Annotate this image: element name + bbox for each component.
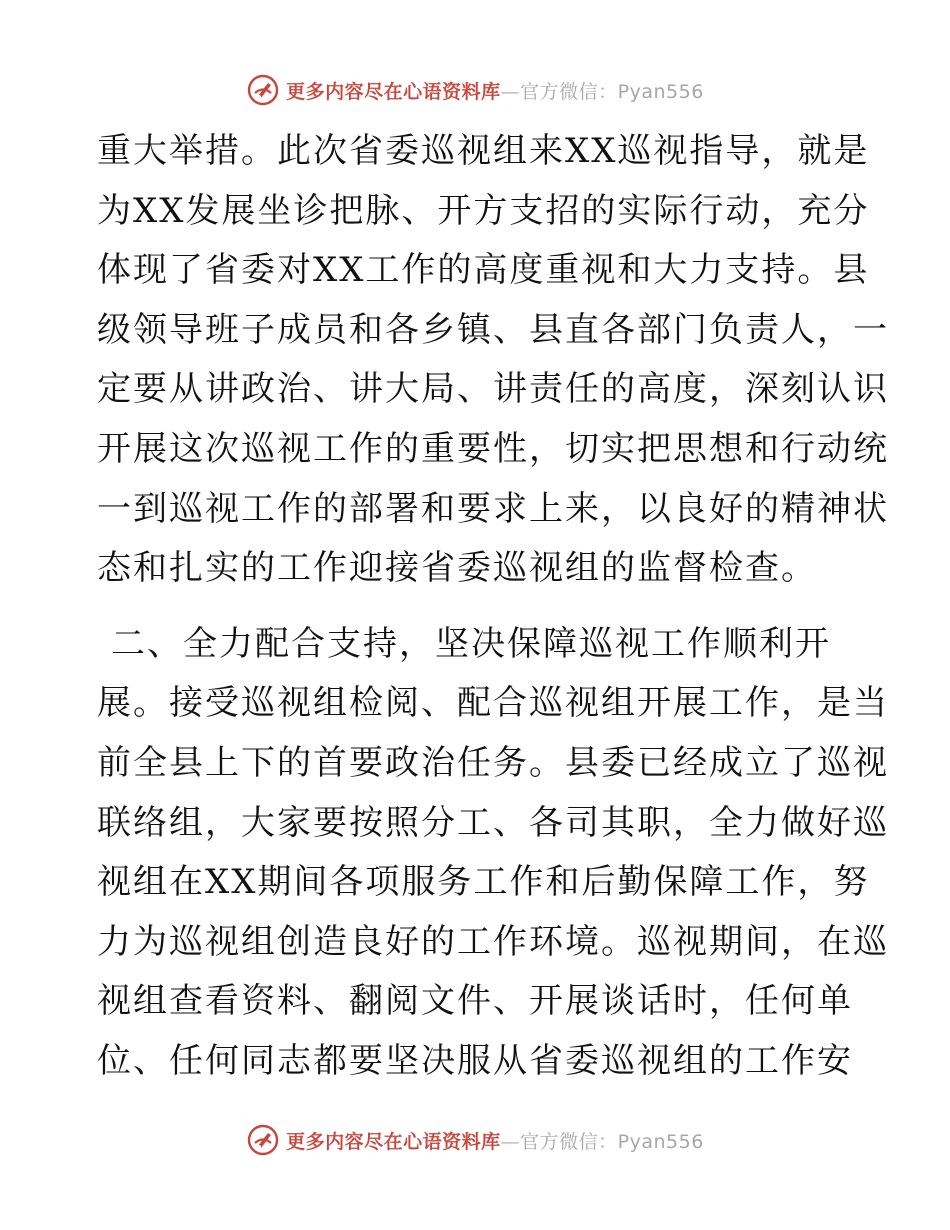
paragraph-1	[97, 122, 889, 599]
text-line: 一到巡视工作的部署和要求上来，以良好的精神状	[97, 488, 889, 529]
footer-library-text: 更多内容尽在心语资料库	[286, 1130, 501, 1153]
header-banner-text	[286, 77, 704, 104]
document-body	[97, 122, 889, 1092]
text-line: 视组查看资料、翻阅文件、开展谈话时，任何单	[97, 981, 853, 1022]
header-banner	[0, 70, 950, 110]
header-wechat-text: 官方微信：Pyan556	[520, 80, 704, 103]
text-line: 联络组，大家要按照分工、各司其职，全力做好巡	[97, 802, 889, 843]
text-line: 前全县上下的首要政治任务。县委已经成立了巡视	[97, 742, 889, 783]
footer-banner-inner	[246, 1123, 704, 1157]
footer-banner-text	[286, 1127, 704, 1154]
text-line: 位、任何同志都要坚决服从省委巡视组的工作安	[97, 1040, 853, 1081]
text-line: 重大举措。此次省委巡视组来XX巡视指导，就是	[97, 131, 870, 171]
footer-wechat-text: 官方微信：Pyan556	[520, 1130, 704, 1153]
text-line: 力为巡视组创造良好的工作环境。巡视期间，在巡	[97, 921, 889, 962]
book-pen-logo-icon	[246, 1123, 280, 1157]
header-dash: —	[500, 80, 521, 103]
paragraph-2	[97, 615, 889, 1092]
text-line: 态和扎实的工作迎接省委巡视组的监督检查。	[97, 548, 817, 589]
text-line: 定要从讲政治、讲大局、讲责任的高度，深刻认识	[97, 369, 889, 410]
text-line: 开展这次巡视工作的重要性，切实把思想和行动统	[97, 428, 889, 469]
book-pen-logo-icon	[246, 73, 280, 107]
footer-banner	[0, 1120, 950, 1160]
paragraph-gap	[97, 599, 857, 615]
text-line: 为XX发展坐诊把脉、开方支招的实际行动，充分	[97, 190, 870, 231]
header-banner-inner	[246, 73, 704, 107]
header-library-text: 更多内容尽在心语资料库	[286, 80, 501, 103]
footer-dash: —	[500, 1130, 521, 1153]
text-line: 视组在XX期间各项服务工作和后勤保障工作，努	[97, 862, 870, 903]
section-heading-line: 二、全力配合支持，坚决保障巡视工作顺利开	[111, 623, 831, 664]
text-line: 级领导班子成员和各乡镇、县直各部门负责人，一	[97, 309, 889, 350]
text-line: 体现了省委对XX工作的高度重视和大力支持。县	[97, 250, 870, 291]
text-line: 展。接受巡视组检阅、配合巡视组开展工作，是当	[97, 683, 889, 724]
